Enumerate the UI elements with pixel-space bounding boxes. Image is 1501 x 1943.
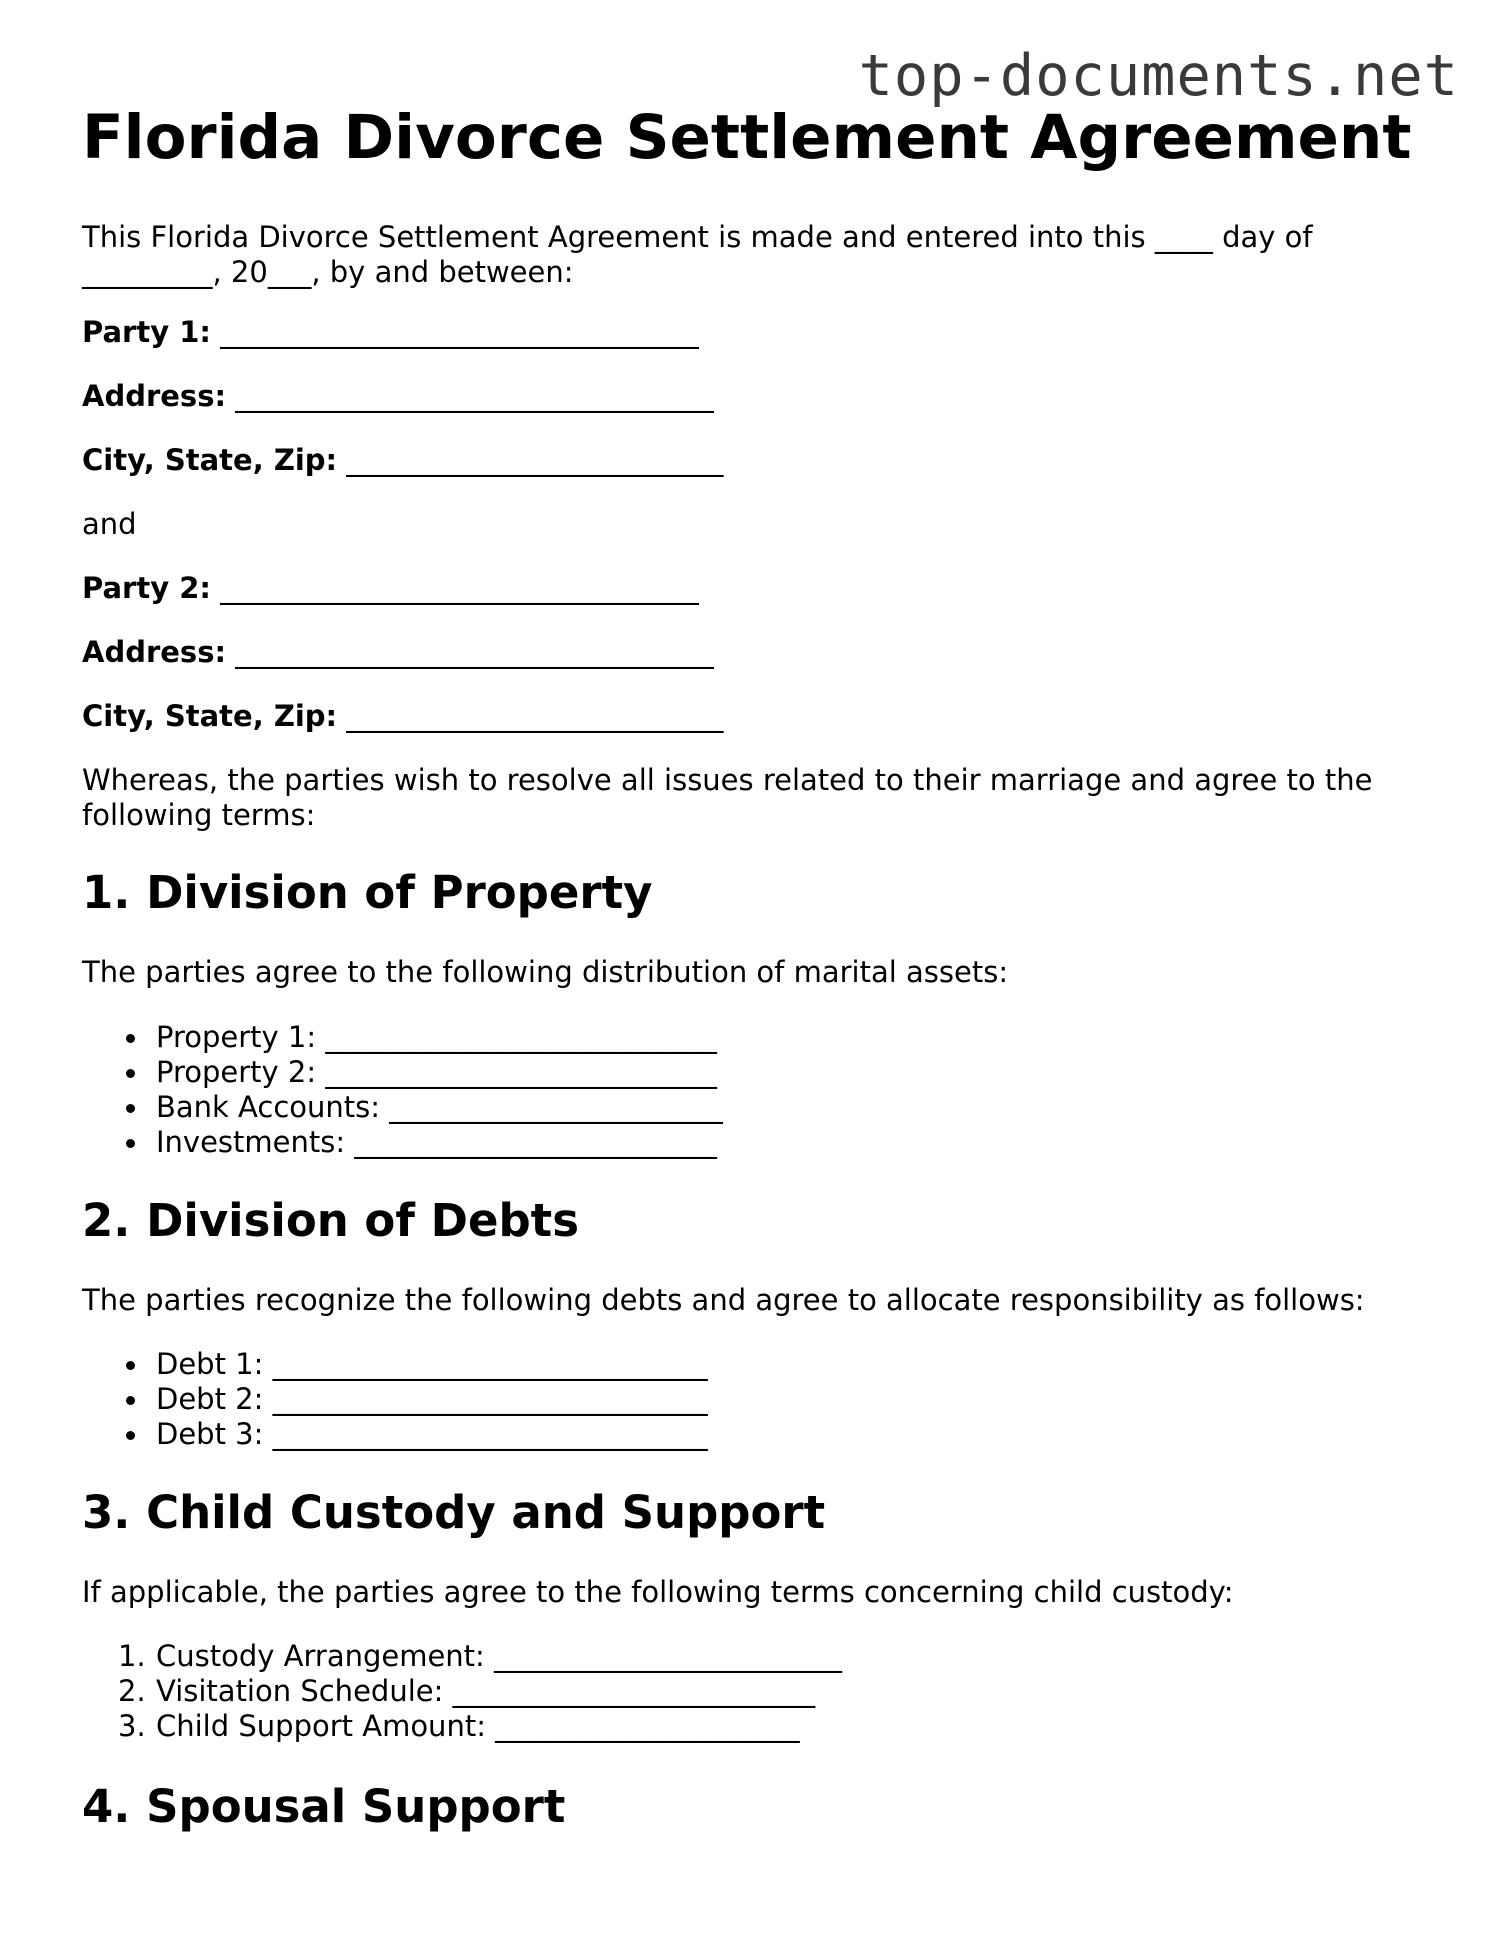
party1-name-field[interactable] — [82, 315, 699, 350]
party2-name-label: Party 2: — [82, 571, 211, 605]
watermark: top-documents.net — [858, 43, 1459, 109]
section3-heading: 3. Child Custody and Support — [82, 1486, 826, 1539]
debts-list — [82, 1347, 708, 1452]
party1-city-field[interactable] — [82, 443, 723, 478]
party2-city-label: City, State, Zip: — [82, 699, 338, 733]
list-item[interactable]: Investments: _________________________ — [82, 1125, 723, 1160]
party1-address-label: Address: — [82, 379, 227, 413]
intro-line-2: _________, 20___, by and between: — [82, 255, 574, 289]
list-item[interactable]: Property 2: ___________________________ — [82, 1055, 723, 1090]
document-title: Florida Divorce Settlement Agreement — [82, 102, 1412, 173]
list-item[interactable]: Debt 3: ______________________________ — [82, 1417, 708, 1452]
party1-city-label: City, State, Zip: — [82, 443, 338, 477]
intro-paragraph — [82, 220, 1313, 290]
whereas-paragraph — [82, 763, 1373, 833]
party2-address-label: Address: — [82, 635, 227, 669]
and-text: and — [82, 507, 137, 541]
list-item[interactable]: Debt 1: ______________________________ — [82, 1347, 708, 1382]
party2-city-field[interactable] — [82, 699, 723, 734]
party2-name-blank[interactable]: _________________________________ — [211, 571, 699, 605]
list-number: 2. — [118, 1674, 146, 1708]
section3-text: If applicable, the parties agree to the following terms concerning child custody: — [82, 1575, 1234, 1609]
section1-text: The parties agree to the following distribution of marital assets: — [82, 955, 1009, 989]
list-item[interactable] — [82, 1709, 842, 1744]
party2-address-field[interactable] — [82, 635, 714, 670]
whereas-line-2: following terms: — [82, 798, 316, 832]
list-item-text[interactable]: Visitation Schedule: _________________________ — [156, 1674, 816, 1708]
section1-heading: 1. Division of Property — [82, 866, 653, 919]
list-item[interactable] — [82, 1639, 842, 1674]
custody-list — [82, 1639, 842, 1744]
property-list — [82, 1020, 723, 1160]
list-item-text[interactable]: Custody Arrangement: ________________________ — [156, 1639, 843, 1673]
party1-name-label: Party 1: — [82, 315, 211, 349]
party1-name-blank[interactable]: _________________________________ — [211, 315, 699, 349]
section2-heading: 2. Division of Debts — [82, 1194, 579, 1247]
list-item[interactable] — [82, 1674, 842, 1709]
list-item-text[interactable]: Child Support Amount: _____________________ — [156, 1709, 800, 1743]
intro-line-1: This Florida Divorce Settlement Agreement is made and entered into this ____ day of — [82, 220, 1313, 254]
party1-city-blank[interactable]: __________________________ — [337, 443, 724, 477]
list-number: 1. — [118, 1639, 146, 1673]
party2-address-blank[interactable]: _________________________________ — [226, 635, 714, 669]
party2-name-field[interactable] — [82, 571, 699, 606]
section2-text: The parties recognize the following debts and agree to allocate responsibility as follows: — [82, 1283, 1365, 1317]
party1-address-blank[interactable]: _________________________________ — [226, 379, 714, 413]
party2-city-blank[interactable]: __________________________ — [337, 699, 724, 733]
list-item[interactable]: Debt 2: ______________________________ — [82, 1382, 708, 1417]
list-number: 3. — [118, 1709, 146, 1743]
list-item[interactable]: Bank Accounts: _______________________ — [82, 1090, 723, 1125]
section4-heading: 4. Spousal Support — [82, 1780, 566, 1833]
party1-address-field[interactable] — [82, 379, 714, 414]
whereas-line-1: Whereas, the parties wish to resolve all issues related to their marriage and agree to the — [82, 763, 1373, 797]
list-item[interactable]: Property 1: ___________________________ — [82, 1020, 723, 1055]
